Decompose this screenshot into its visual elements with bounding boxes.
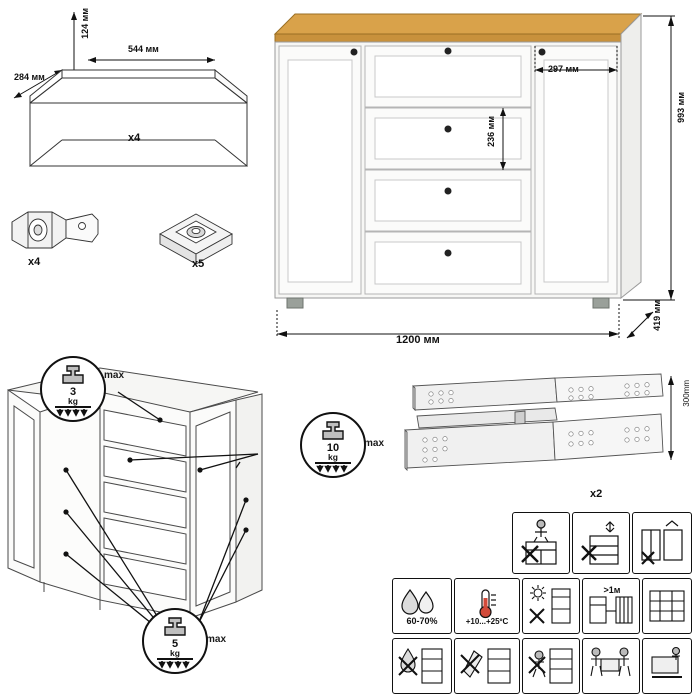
cabinet-drawing (255, 4, 695, 354)
cabinet-depth-label: 419 мм (652, 300, 662, 331)
drawer-slides-drawing (395, 368, 685, 498)
drawer-quantity-label: x4 (128, 132, 141, 144)
svg-text:>1м: >1м (603, 585, 621, 595)
icon-do-not-drag-assembled-furniture (632, 512, 692, 574)
icon-distance-from-heater (582, 578, 640, 634)
rails-quantity-label: x2 (590, 488, 603, 500)
load-badge-drawer-max: max (206, 634, 227, 645)
load-badge-top (40, 356, 106, 422)
svg-text:60-70%: 60-70% (406, 616, 438, 626)
cabinet-width-label: 1200 мм (396, 334, 440, 346)
door-width-label: 297 мм (548, 64, 579, 74)
hinge-icon (6, 200, 106, 262)
rail-length-label: 300mm (682, 380, 691, 407)
icon-no-standing-on-furniture (512, 512, 570, 574)
load-badge-top-max: max (104, 370, 125, 381)
icon-humidity (392, 578, 452, 634)
svg-text:10: 10 (326, 442, 340, 454)
cabinet-height-label: 993 мм (676, 92, 686, 123)
icon-no-sitting-on-open-drawer (572, 512, 630, 574)
cam-lock-quantity-label: x5 (192, 258, 205, 270)
drawer-front-height-label: 236 мм (486, 116, 496, 147)
drawer-width-label: 544 мм (128, 44, 159, 54)
hinge-quantity-label: x4 (28, 256, 41, 268)
svg-text:3: 3 (69, 386, 77, 398)
icon-no-direct-sunlight (522, 578, 580, 634)
icon-clean-with-soft-cloth (642, 578, 692, 634)
load-badge-shelf-max: max (364, 438, 385, 449)
cam-lock-icon (150, 206, 240, 262)
icon-temperature (454, 578, 520, 634)
icon-no-children-climbing (522, 638, 580, 694)
icon-assemble-on-soft-surface (642, 638, 692, 694)
drawer-depth-label: 284 мм (14, 72, 45, 82)
svg-text:kg: kg (328, 452, 338, 462)
icon-no-abrasive-cleaning (454, 638, 520, 694)
drawer-height-label: 124 мм (80, 8, 90, 39)
load-badge-drawer (142, 608, 208, 674)
icon-no-water-cleaning (392, 638, 452, 694)
drawer-part-drawing (0, 0, 250, 190)
svg-text:5: 5 (171, 638, 179, 650)
load-badge-shelf (300, 412, 366, 478)
icon-two-people-required (582, 638, 640, 694)
svg-text:kg: kg (68, 396, 78, 406)
svg-text:+10...+25ºC: +10...+25ºC (465, 617, 509, 626)
svg-text:kg: kg (170, 648, 180, 658)
